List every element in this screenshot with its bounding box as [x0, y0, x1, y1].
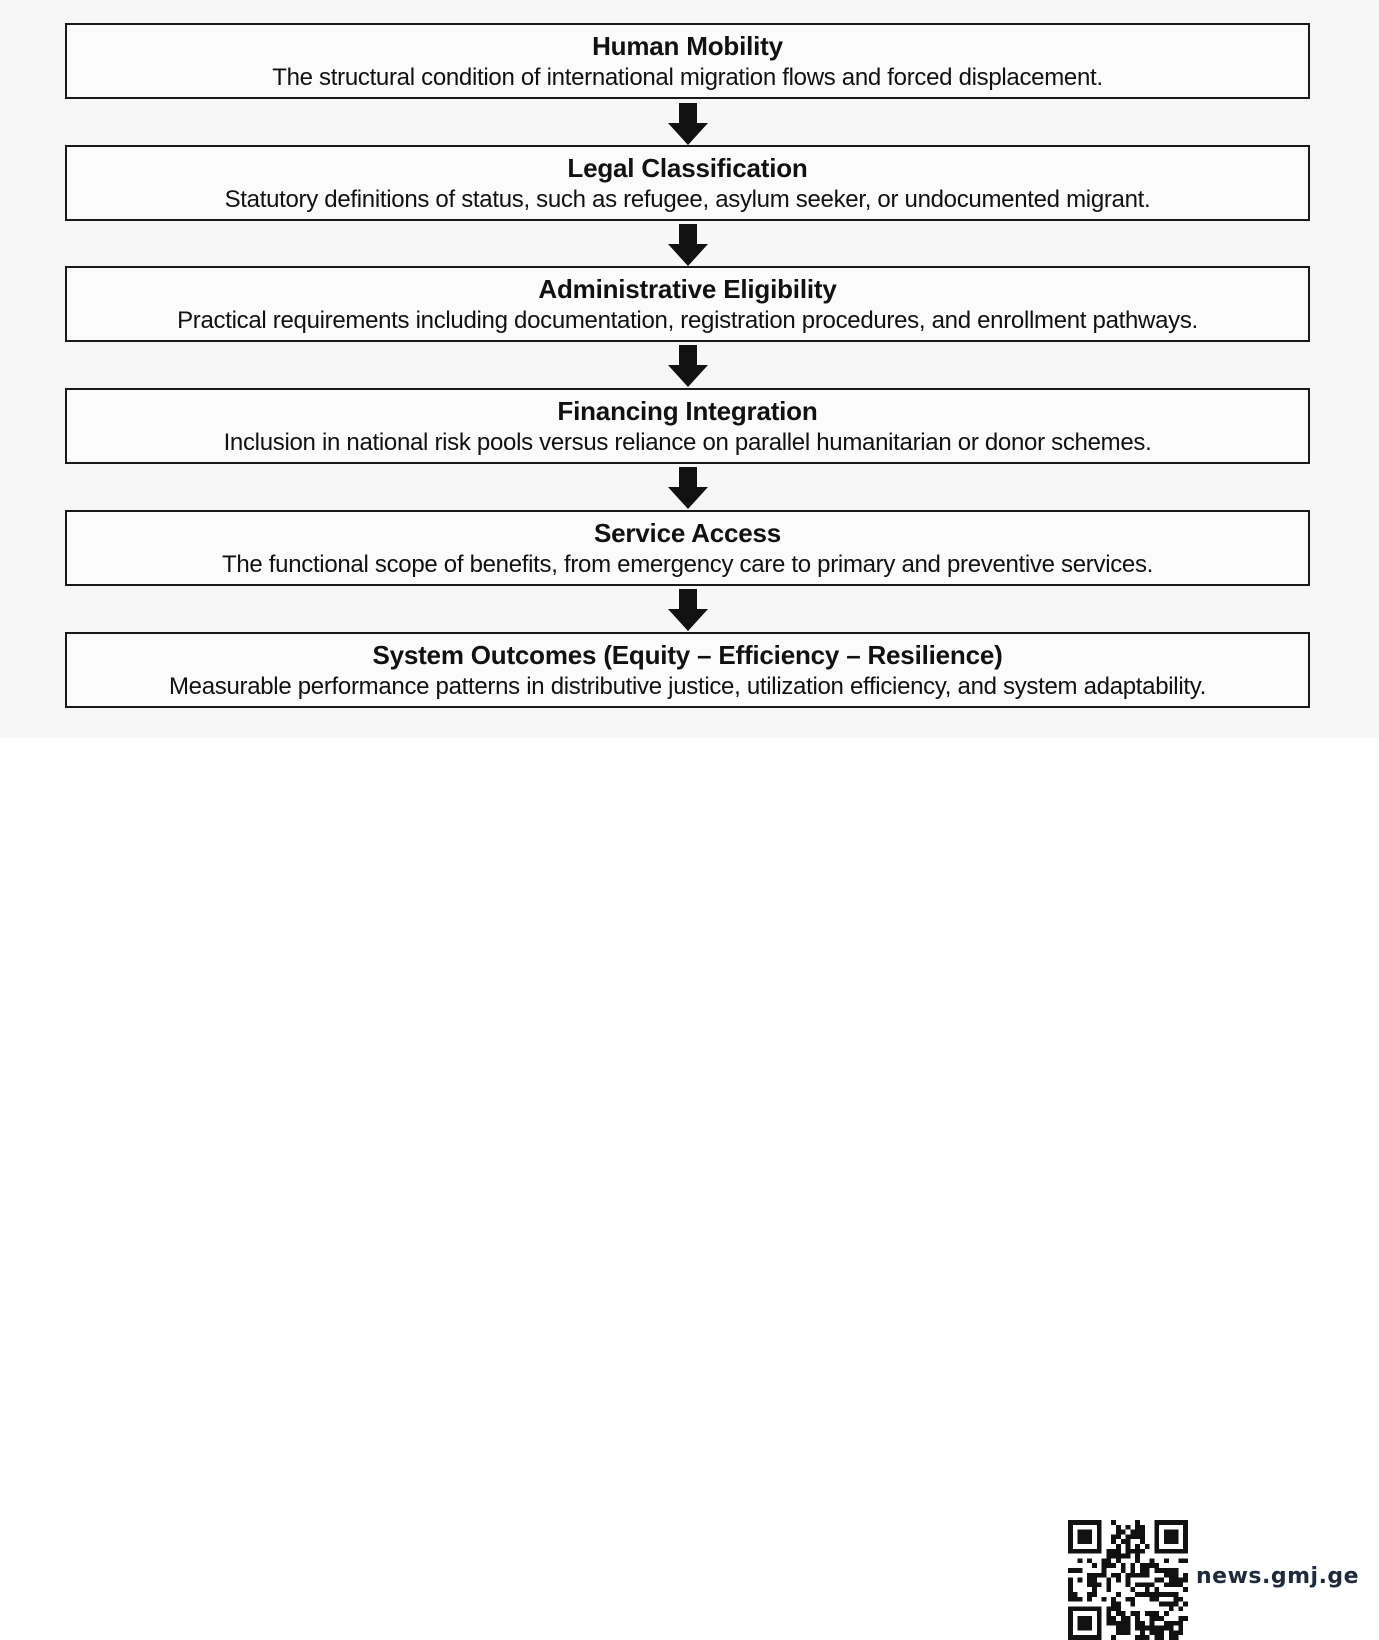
down-arrow-icon — [668, 103, 708, 145]
stage-title: Administrative Eligibility — [538, 274, 837, 304]
stage-administrative-eligibility — [65, 266, 1310, 342]
down-arrow-icon — [668, 589, 708, 631]
stage-title: System Outcomes (Equity – Efficiency – Resilience) — [372, 640, 1003, 670]
stage-title: Legal Classification — [567, 153, 808, 183]
stage-legal-classification — [65, 145, 1310, 221]
stage-title: Financing Integration — [557, 396, 818, 426]
stage-description: Practical requirements including documentation, registration procedures, and enrollment pathways. — [177, 307, 1198, 334]
stage-system-outcomes — [65, 632, 1310, 708]
qr-code-icon — [1068, 1520, 1188, 1640]
footer — [0, 738, 1379, 1589]
stage-service-access — [65, 510, 1310, 586]
stage-financing-integration — [65, 388, 1310, 464]
flow-diagram — [0, 0, 1379, 738]
stage-description: Statutory definitions of status, such as refugee, asylum seeker, or undocumented migrant. — [224, 186, 1151, 213]
stage-description: The structural condition of international migration flows and forced displacement. — [272, 64, 1103, 91]
stage-description: The functional scope of benefits, from emergency care to primary and preventive services. — [221, 551, 1154, 578]
down-arrow-icon — [668, 224, 708, 266]
down-arrow-icon — [668, 345, 708, 387]
site-link[interactable]: news.gmj.ge — [1196, 1564, 1360, 1589]
stage-description: Measurable performance patterns in distributive justice, utilization efficiency, and system adaptability. — [168, 673, 1207, 700]
down-arrow-icon — [668, 467, 708, 509]
stage-description: Inclusion in national risk pools versus reliance on parallel humanitarian or donor schemes. — [223, 429, 1152, 456]
stage-title: Service Access — [593, 518, 782, 548]
stage-title: Human Mobility — [592, 31, 783, 61]
stage-human-mobility — [65, 23, 1310, 99]
